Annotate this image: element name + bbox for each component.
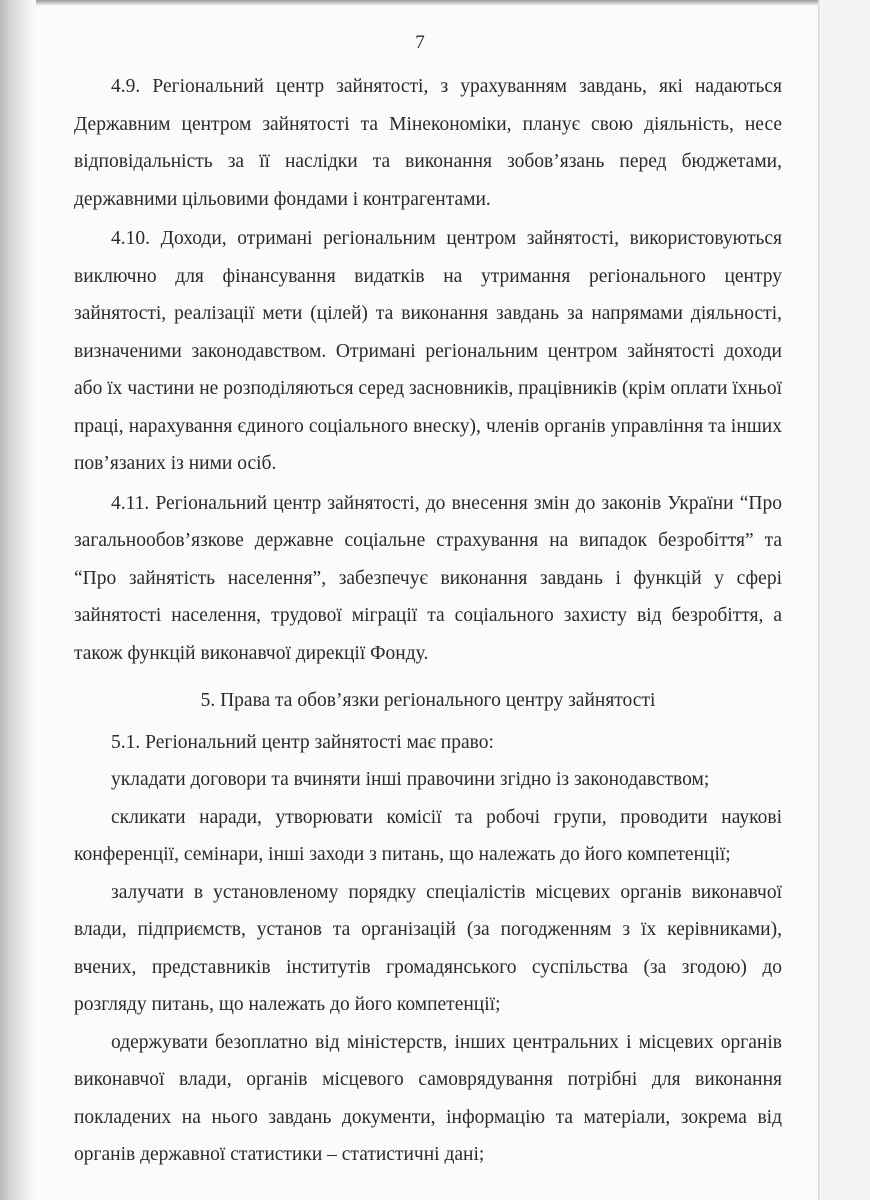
page-right-edge — [818, 0, 820, 1200]
document-body — [74, 68, 782, 1174]
right-item-specialists: залучати в установленому порядку спеціалістів місцевих органів виконавчої влади, підприємств, установ та організацій (за погодженням з їх керівниками), вчених, представників інститутів громадянського суспільства (за згодою) до розгляду питань, що належать до його компетенції; — [74, 881, 782, 1015]
paragraph-4-10: 4.10. Доходи, отримані регіональним центром зайнятості, використовуються виключно для фінансування видатків на утримання регіонального центру зайнятості, реалізації мети (цілей) та виконання завдань за напрямами діяльності, визначеними законодавством. Отримані регіональним центром зайнятості доходи або їх частини не розподіляються серед засновників, працівників (крім оплати їхньої праці, нарахування єдиного соціального внеску), членів органів управління та інших пов’язаних із ними осіб. — [74, 228, 782, 474]
right-item-meetings: скликати наради, утворювати комісії та робочі групи, проводити наукові конференції, семінари, інші заходи з питань, що належать до його компетенції; — [74, 806, 782, 865]
page-number: 7 — [415, 32, 425, 53]
paragraph-4-11: 4.11. Регіональний центр зайнятості, до внесення змін до законів України “Про загальнообов’язкове державне соціальне страхування на випадок безробіття” та “Про зайнятість населення”, забезпечує виконання завдань і функцій у сфері зайнятості населення, трудової міграції та соціального захисту від безробіття, а також функцій виконавчої дирекції Фонду. — [74, 492, 782, 664]
paragraph-4-9: 4.9. Регіональний центр зайнятості, з урахуванням завдань, які надаються Державним центром зайнятості та Мінекономіки, планує свою діяльність, несе відповідальність за її наслідки та виконання зобов’язань перед бюджетами, державними цільовими фондами і контрагентами. — [74, 76, 782, 210]
paragraph-5-1: 5.1. Регіональний центр зайнятості має право: — [111, 731, 494, 753]
scan-left-shadow — [0, 0, 36, 1200]
section-heading: 5. Права та обов’язки регіонального центру зайнятості — [200, 690, 656, 711]
scan-top-shadow — [0, 0, 870, 6]
right-item-contracts: укладати договори та вчиняти інші правочини згідно із законодавством; — [111, 769, 710, 790]
right-item-information: одержувати безоплатно від міністерств, інших центральних і місцевих органів виконавчої влади, органів місцевого самоврядування потрібні для виконання покладених на нього завдань документи, інформацію та матеріали, зокрема від органів державної статистики – статистичні дані; — [74, 1031, 782, 1165]
scan-right-margin — [820, 0, 870, 1200]
